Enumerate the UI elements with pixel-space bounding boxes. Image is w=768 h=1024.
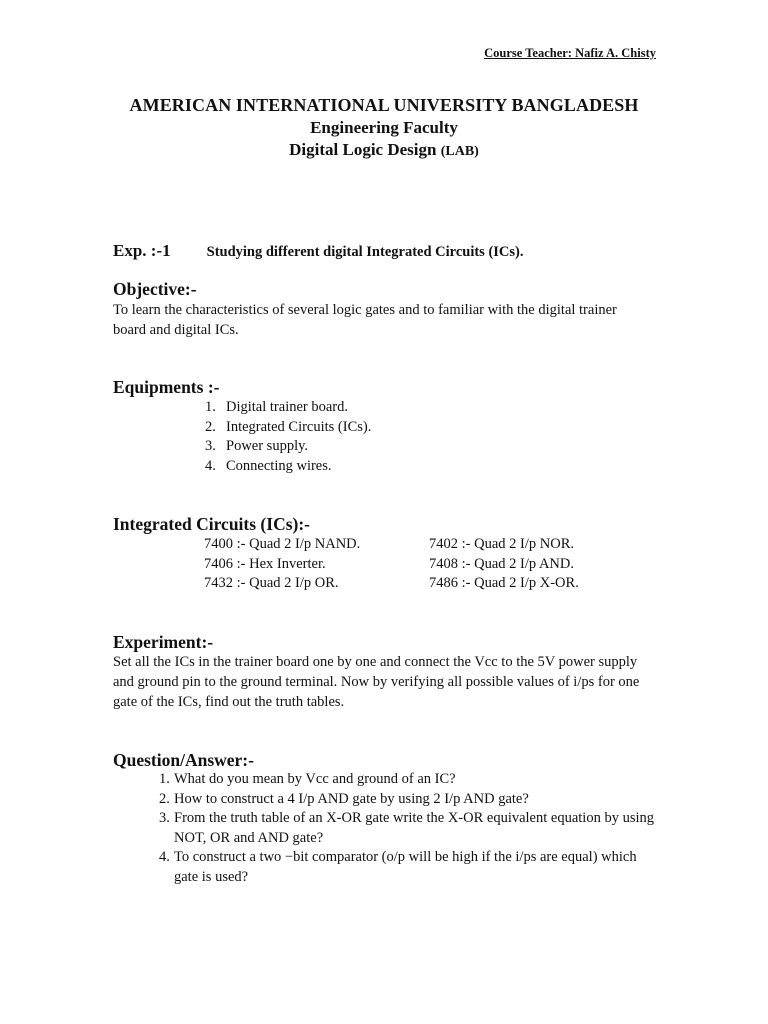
list-item: 1. Digital trainer board. xyxy=(205,399,348,415)
list-item: 1. What do you mean by Vcc and ground of an IC? xyxy=(159,771,456,787)
ic-row xyxy=(204,555,579,575)
ic-entry: 7406 :- Hex Inverter. xyxy=(204,555,326,572)
ics-table xyxy=(204,535,579,594)
ics-heading: Integrated Circuits (ICs):- xyxy=(113,514,311,534)
document-header xyxy=(0,93,768,163)
experiment-line xyxy=(113,241,523,261)
qa-list xyxy=(159,770,659,887)
list-item: 4. Connecting wires. xyxy=(205,457,332,474)
equipments-list xyxy=(205,398,371,476)
equipments-heading: Equipments :- xyxy=(113,377,220,397)
ic-entry: 7408 :- Quad 2 I/p AND. xyxy=(429,555,574,572)
ic-row xyxy=(204,535,579,555)
experiment-heading: Experiment:- xyxy=(113,632,214,652)
list-item: 4. To construct a two −bit comparator (o/p will be high if the i/ps are equal) which gate is used? xyxy=(159,849,637,885)
faculty-name: Engineering Faculty xyxy=(310,118,458,137)
ic-entry: 7402 :- Quad 2 I/p NOR. xyxy=(429,536,574,552)
course-title xyxy=(0,139,768,163)
experiment-number: Exp. :-1 xyxy=(113,241,171,260)
qa-heading: Question/Answer:- xyxy=(113,750,254,770)
ic-entry: 7400 :- Quad 2 I/p NAND. xyxy=(204,536,361,552)
experiment-text: Set all the ICs in the trainer board one by one and connect the Vcc to the 5V power supply and ground pin to the ground terminal. Now by verifying all possible values of i/ps for one gate of the ICs, find out the truth tables. xyxy=(113,654,640,710)
course-name: Digital Logic Design xyxy=(289,140,437,159)
objective-heading: Objective:- xyxy=(113,279,197,299)
list-item: 3. Power supply. xyxy=(205,438,309,454)
ic-entry: 7432 :- Quad 2 I/p OR. xyxy=(204,575,339,591)
ic-row xyxy=(204,574,579,594)
list-item: 2. How to construct a 4 I/p AND gate by using 2 I/p AND gate? xyxy=(159,790,529,807)
university-name: AMERICAN INTERNATIONAL UNIVERSITY BANGLADESH xyxy=(129,95,639,115)
objective-text: To learn the characteristics of several logic gates and to familiar with the digital trainer board and digital ICs. xyxy=(113,302,617,338)
list-item: 3. From the truth table of an X-OR gate write the X-OR equivalent equation by using NOT, OR and AND gate? xyxy=(159,810,655,846)
course-teacher: Course Teacher: Nafiz A. Chisty xyxy=(484,46,656,60)
course-suffix: (LAB) xyxy=(440,144,479,159)
list-item: 2. Integrated Circuits (ICs). xyxy=(205,418,372,435)
experiment-title: Studying different digital Integrated Circuits (ICs). xyxy=(206,244,524,260)
ic-entry: 7486 :- Quad 2 I/p X-OR. xyxy=(429,575,579,591)
